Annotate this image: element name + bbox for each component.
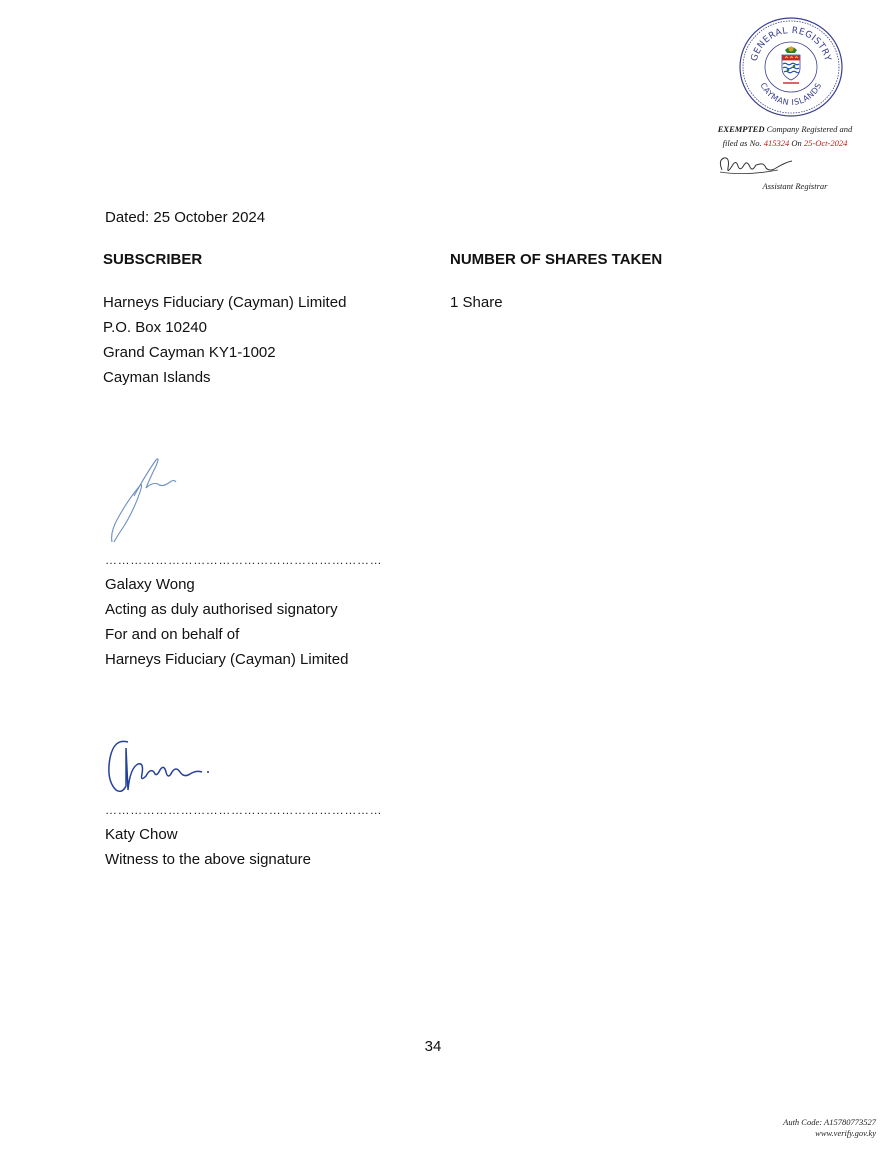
registration-caption (700, 122, 870, 150)
signatory-capacity: Acting as duly authorised signatory (105, 601, 338, 618)
seal-bottom-text: CAYMAN ISLANDS (758, 81, 824, 108)
signature-line: ………………………………………………………… (105, 803, 383, 817)
signatory-block (105, 572, 348, 672)
exempted-label: EXEMPTED (717, 124, 765, 134)
signatory-company: Harneys Fiduciary (Cayman) Limited (105, 651, 349, 668)
general-registry-seal (738, 16, 844, 118)
auth-footer (783, 1117, 876, 1139)
subscriber-heading: SUBSCRIBER (103, 251, 203, 268)
caption-line1: Company Registered and (764, 124, 853, 134)
verify-url: www.verify.gov.ky (815, 1128, 876, 1138)
signatory-behalf-line: For and on behalf of (105, 626, 240, 643)
witness-name: Katy Chow (105, 826, 178, 843)
signatory-signature (104, 452, 234, 547)
subscriber-address (103, 290, 346, 390)
registrar-signature (716, 150, 796, 180)
address-line: Cayman Islands (103, 369, 211, 386)
svg-text:CAYMAN ISLANDS (759, 81, 824, 107)
coat-of-arms-icon (782, 47, 800, 84)
shares-taken: 1 Share (450, 294, 503, 311)
caption-line2-mid: On (789, 138, 804, 148)
address-line: P.O. Box 10240 (103, 319, 207, 336)
shares-heading: NUMBER OF SHARES TAKEN (450, 251, 663, 268)
address-line: Grand Cayman KY1-1002 (103, 344, 276, 361)
witness-block (105, 822, 311, 872)
caption-line2-prefix: filed as No. (722, 138, 764, 148)
signature-line: ………………………………………………………… (105, 553, 383, 567)
seal-top-text: GENERAL REGISTRY (749, 25, 833, 63)
assistant-registrar-label: Assistant Registrar (762, 181, 828, 191)
signatory-name: Galaxy Wong (105, 576, 195, 593)
registration-date: 25-Oct-2024 (803, 138, 848, 148)
registration-number: 415324 (763, 138, 790, 148)
auth-code: Auth Code: A15780773527 (783, 1117, 876, 1127)
address-line: Harneys Fiduciary (Cayman) Limited (103, 294, 347, 311)
dated-line: Dated: 25 October 2024 (105, 209, 266, 226)
witness-role: Witness to the above signature (105, 851, 311, 868)
page-number: 34 (424, 1038, 442, 1055)
